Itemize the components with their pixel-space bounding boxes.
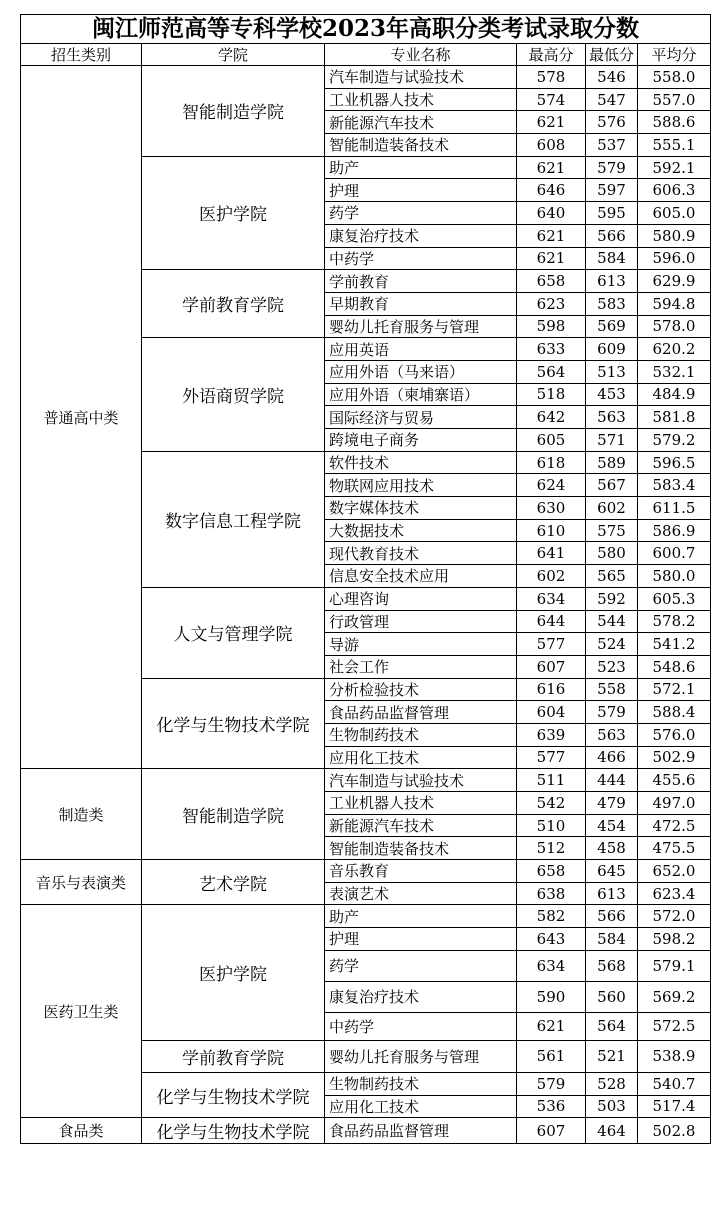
min-score-cell: 579 (586, 156, 638, 179)
max-score-cell: 574 (517, 88, 586, 111)
major-cell: 早期教育 (325, 292, 517, 315)
max-score-cell: 618 (517, 451, 586, 474)
avg-score-cell: 572.1 (638, 678, 711, 701)
college-cell: 化学与生物技术学院 (142, 1072, 325, 1117)
min-score-cell: 544 (586, 610, 638, 633)
min-score-cell: 444 (586, 769, 638, 792)
avg-score-cell: 557.0 (638, 88, 711, 111)
min-score-cell: 564 (586, 1012, 638, 1040)
category-cell: 食品类 (21, 1118, 142, 1144)
avg-score-cell: 578.0 (638, 315, 711, 338)
category-cell: 音乐与表演类 (21, 860, 142, 905)
max-score-cell: 621 (517, 1012, 586, 1040)
major-cell: 智能制造装备技术 (325, 134, 517, 157)
major-cell: 物联网应用技术 (325, 474, 517, 497)
max-score-cell: 641 (517, 542, 586, 565)
header-college: 学院 (142, 44, 325, 66)
avg-score-cell: 611.5 (638, 497, 711, 520)
major-cell: 学前教育 (325, 270, 517, 293)
max-score-cell: 564 (517, 360, 586, 383)
major-cell: 跨境电子商务 (325, 429, 517, 452)
major-cell: 中药学 (325, 1012, 517, 1040)
major-cell: 分析检验技术 (325, 678, 517, 701)
max-score-cell: 616 (517, 678, 586, 701)
major-cell: 国际经济与贸易 (325, 406, 517, 429)
avg-score-cell: 596.0 (638, 247, 711, 270)
min-score-cell: 464 (586, 1118, 638, 1144)
major-cell: 工业机器人技术 (325, 792, 517, 815)
max-score-cell: 604 (517, 701, 586, 724)
avg-score-cell: 586.9 (638, 519, 711, 542)
major-cell: 护理 (325, 179, 517, 202)
major-cell: 助产 (325, 905, 517, 928)
min-score-cell: 513 (586, 360, 638, 383)
major-cell: 信息安全技术应用 (325, 565, 517, 588)
avg-score-cell: 596.5 (638, 451, 711, 474)
major-cell: 行政管理 (325, 610, 517, 633)
max-score-cell: 605 (517, 429, 586, 452)
table-row (21, 1118, 711, 1144)
avg-score-cell: 517.4 (638, 1095, 711, 1118)
max-score-cell: 607 (517, 655, 586, 678)
college-cell: 数字信息工程学院 (142, 451, 325, 587)
min-score-cell: 576 (586, 111, 638, 134)
avg-score-cell: 605.0 (638, 202, 711, 225)
max-score-cell: 634 (517, 587, 586, 610)
avg-score-cell: 580.9 (638, 224, 711, 247)
min-score-cell: 563 (586, 406, 638, 429)
min-score-cell: 546 (586, 66, 638, 89)
min-score-cell: 558 (586, 678, 638, 701)
max-score-cell: 602 (517, 565, 586, 588)
min-score-cell: 524 (586, 633, 638, 656)
major-cell: 现代教育技术 (325, 542, 517, 565)
table-row (21, 769, 711, 792)
max-score-cell: 621 (517, 247, 586, 270)
category-cell: 制造类 (21, 769, 142, 860)
max-score-cell: 634 (517, 950, 586, 981)
max-score-cell: 577 (517, 633, 586, 656)
max-score-cell: 607 (517, 1118, 586, 1144)
max-score-cell: 624 (517, 474, 586, 497)
max-score-cell: 582 (517, 905, 586, 928)
avg-score-cell: 629.9 (638, 270, 711, 293)
major-cell: 数字媒体技术 (325, 497, 517, 520)
header-max-score: 最高分 (517, 44, 586, 66)
avg-score-cell: 472.5 (638, 814, 711, 837)
major-cell: 表演艺术 (325, 882, 517, 905)
avg-score-cell: 581.8 (638, 406, 711, 429)
major-cell: 汽车制造与试验技术 (325, 769, 517, 792)
college-cell: 智能制造学院 (142, 66, 325, 157)
min-score-cell: 458 (586, 837, 638, 860)
avg-score-cell: 583.4 (638, 474, 711, 497)
major-cell: 助产 (325, 156, 517, 179)
max-score-cell: 658 (517, 860, 586, 883)
max-score-cell: 643 (517, 928, 586, 951)
header-avg-score: 平均分 (638, 44, 711, 66)
table-row (21, 905, 711, 928)
major-cell: 护理 (325, 928, 517, 951)
min-score-cell: 589 (586, 451, 638, 474)
min-score-cell: 537 (586, 134, 638, 157)
min-score-cell: 503 (586, 1095, 638, 1118)
avg-score-cell: 588.4 (638, 701, 711, 724)
max-score-cell: 638 (517, 882, 586, 905)
max-score-cell: 633 (517, 338, 586, 361)
major-cell: 药学 (325, 202, 517, 225)
major-cell: 心理咨询 (325, 587, 517, 610)
major-cell: 应用外语（柬埔寨语） (325, 383, 517, 406)
avg-score-cell: 605.3 (638, 587, 711, 610)
avg-score-cell: 588.6 (638, 111, 711, 134)
max-score-cell: 658 (517, 270, 586, 293)
min-score-cell: 454 (586, 814, 638, 837)
avg-score-cell: 578.2 (638, 610, 711, 633)
header-category: 招生类别 (21, 44, 142, 66)
major-cell: 工业机器人技术 (325, 88, 517, 111)
table-row (21, 860, 711, 883)
max-score-cell: 518 (517, 383, 586, 406)
avg-score-cell: 592.1 (638, 156, 711, 179)
avg-score-cell: 652.0 (638, 860, 711, 883)
category-cell: 普通高中类 (21, 66, 142, 769)
avg-score-cell: 484.9 (638, 383, 711, 406)
major-cell: 婴幼儿托育服务与管理 (325, 1040, 517, 1072)
major-cell: 康复治疗技术 (325, 224, 517, 247)
major-cell: 生物制药技术 (325, 1072, 517, 1095)
min-score-cell: 479 (586, 792, 638, 815)
min-score-cell: 595 (586, 202, 638, 225)
college-cell: 医护学院 (142, 156, 325, 269)
avg-score-cell: 600.7 (638, 542, 711, 565)
min-score-cell: 584 (586, 928, 638, 951)
min-score-cell: 602 (586, 497, 638, 520)
min-score-cell: 579 (586, 701, 638, 724)
major-cell: 新能源汽车技术 (325, 814, 517, 837)
avg-score-cell: 558.0 (638, 66, 711, 89)
avg-score-cell: 532.1 (638, 360, 711, 383)
avg-score-cell: 497.0 (638, 792, 711, 815)
major-cell: 应用化工技术 (325, 1095, 517, 1118)
min-score-cell: 521 (586, 1040, 638, 1072)
college-cell: 学前教育学院 (142, 1040, 325, 1072)
max-score-cell: 510 (517, 814, 586, 837)
min-score-cell: 575 (586, 519, 638, 542)
major-cell: 导游 (325, 633, 517, 656)
max-score-cell: 512 (517, 837, 586, 860)
college-cell: 智能制造学院 (142, 769, 325, 860)
major-cell: 生物制药技术 (325, 723, 517, 746)
max-score-cell: 646 (517, 179, 586, 202)
min-score-cell: 571 (586, 429, 638, 452)
max-score-cell: 590 (517, 981, 586, 1012)
avg-score-cell: 576.0 (638, 723, 711, 746)
college-cell: 化学与生物技术学院 (142, 678, 325, 769)
major-cell: 音乐教育 (325, 860, 517, 883)
table-row (21, 66, 711, 89)
max-score-cell: 608 (517, 134, 586, 157)
header-min-score: 最低分 (586, 44, 638, 66)
max-score-cell: 621 (517, 156, 586, 179)
min-score-cell: 563 (586, 723, 638, 746)
min-score-cell: 566 (586, 905, 638, 928)
avg-score-cell: 540.7 (638, 1072, 711, 1095)
max-score-cell: 644 (517, 610, 586, 633)
min-score-cell: 584 (586, 247, 638, 270)
major-cell: 药学 (325, 950, 517, 981)
min-score-cell: 566 (586, 224, 638, 247)
avg-score-cell: 580.0 (638, 565, 711, 588)
avg-score-cell: 541.2 (638, 633, 711, 656)
min-score-cell: 523 (586, 655, 638, 678)
major-cell: 汽车制造与试验技术 (325, 66, 517, 89)
major-cell: 软件技术 (325, 451, 517, 474)
major-cell: 食品药品监督管理 (325, 1118, 517, 1144)
major-cell: 应用化工技术 (325, 746, 517, 769)
admission-score-table (20, 14, 711, 1144)
avg-score-cell: 579.2 (638, 429, 711, 452)
college-cell: 艺术学院 (142, 860, 325, 905)
max-score-cell: 579 (517, 1072, 586, 1095)
min-score-cell: 569 (586, 315, 638, 338)
major-cell: 食品药品监督管理 (325, 701, 517, 724)
min-score-cell: 528 (586, 1072, 638, 1095)
avg-score-cell: 572.5 (638, 1012, 711, 1040)
avg-score-cell: 579.1 (638, 950, 711, 981)
avg-score-cell: 502.8 (638, 1118, 711, 1144)
college-cell: 外语商贸学院 (142, 338, 325, 451)
min-score-cell: 609 (586, 338, 638, 361)
avg-score-cell: 620.2 (638, 338, 711, 361)
header-row (21, 44, 711, 66)
avg-score-cell: 548.6 (638, 655, 711, 678)
college-cell: 医护学院 (142, 905, 325, 1040)
college-cell: 人文与管理学院 (142, 587, 325, 678)
major-cell: 智能制造装备技术 (325, 837, 517, 860)
max-score-cell: 536 (517, 1095, 586, 1118)
min-score-cell: 565 (586, 565, 638, 588)
max-score-cell: 621 (517, 224, 586, 247)
max-score-cell: 623 (517, 292, 586, 315)
min-score-cell: 466 (586, 746, 638, 769)
avg-score-cell: 502.9 (638, 746, 711, 769)
max-score-cell: 621 (517, 111, 586, 134)
max-score-cell: 610 (517, 519, 586, 542)
min-score-cell: 597 (586, 179, 638, 202)
min-score-cell: 583 (586, 292, 638, 315)
min-score-cell: 567 (586, 474, 638, 497)
min-score-cell: 613 (586, 882, 638, 905)
avg-score-cell: 572.0 (638, 905, 711, 928)
max-score-cell: 630 (517, 497, 586, 520)
min-score-cell: 568 (586, 950, 638, 981)
major-cell: 婴幼儿托育服务与管理 (325, 315, 517, 338)
max-score-cell: 577 (517, 746, 586, 769)
major-cell: 中药学 (325, 247, 517, 270)
min-score-cell: 645 (586, 860, 638, 883)
avg-score-cell: 475.5 (638, 837, 711, 860)
major-cell: 应用英语 (325, 338, 517, 361)
major-cell: 社会工作 (325, 655, 517, 678)
max-score-cell: 511 (517, 769, 586, 792)
min-score-cell: 592 (586, 587, 638, 610)
header-major: 专业名称 (325, 44, 517, 66)
college-cell: 化学与生物技术学院 (142, 1118, 325, 1144)
avg-score-cell: 555.1 (638, 134, 711, 157)
avg-score-cell: 569.2 (638, 981, 711, 1012)
min-score-cell: 580 (586, 542, 638, 565)
major-cell: 应用外语（马来语） (325, 360, 517, 383)
college-cell: 学前教育学院 (142, 270, 325, 338)
max-score-cell: 639 (517, 723, 586, 746)
min-score-cell: 453 (586, 383, 638, 406)
max-score-cell: 578 (517, 66, 586, 89)
page-title: 闽江师范高等专科学校2023年高职分类考试录取分数 (21, 15, 711, 44)
avg-score-cell: 594.8 (638, 292, 711, 315)
major-cell: 大数据技术 (325, 519, 517, 542)
min-score-cell: 613 (586, 270, 638, 293)
avg-score-cell: 455.6 (638, 769, 711, 792)
avg-score-cell: 598.2 (638, 928, 711, 951)
max-score-cell: 561 (517, 1040, 586, 1072)
category-cell: 医药卫生类 (21, 905, 142, 1118)
avg-score-cell: 606.3 (638, 179, 711, 202)
max-score-cell: 640 (517, 202, 586, 225)
min-score-cell: 560 (586, 981, 638, 1012)
major-cell: 新能源汽车技术 (325, 111, 517, 134)
max-score-cell: 598 (517, 315, 586, 338)
min-score-cell: 547 (586, 88, 638, 111)
max-score-cell: 542 (517, 792, 586, 815)
max-score-cell: 642 (517, 406, 586, 429)
avg-score-cell: 538.9 (638, 1040, 711, 1072)
avg-score-cell: 623.4 (638, 882, 711, 905)
major-cell: 康复治疗技术 (325, 981, 517, 1012)
